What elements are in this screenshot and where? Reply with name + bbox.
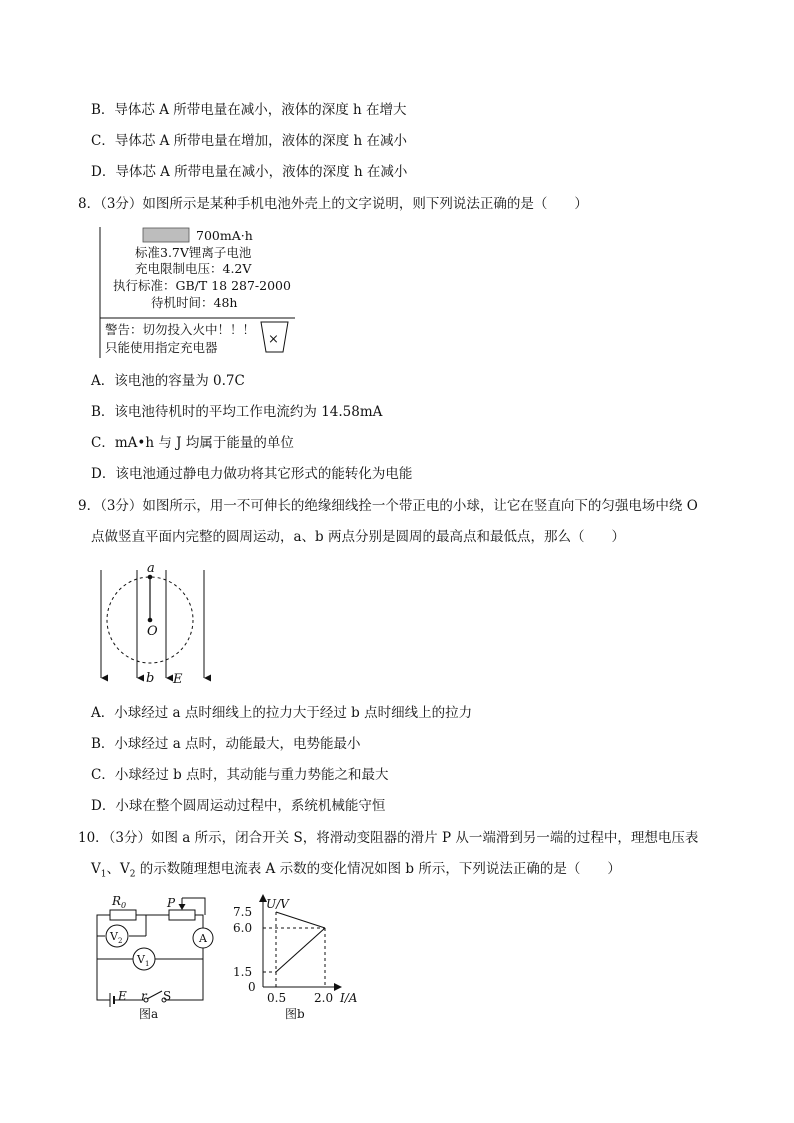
q8-option-b: B．该电池待机时的平均工作电流约为 14.58mA [91,404,383,420]
field-e-label: E [173,672,183,687]
q9-option-d: D．小球在整个圆周运动过程中，系统机械能守恒 [91,798,386,814]
q8-option-d: D．该电池通过静电力做功将其它形式的能转化为电能 [91,466,413,482]
q7-option-d: D．导体芯 A 所带电量在减小，液体的深度 h 在减小 [91,164,408,180]
q10-stem-line1: 10．（3分）如图 a 所示，闭合开关 S，将滑动变阻器的滑片 P 从一端滑到另一端的过程中，理想电压表 [78,830,699,846]
q9-option-b: B．小球经过 a 点时，动能最大，电势能最小 [91,736,361,752]
battery-standby: 待机时间：48h [151,295,238,310]
ui-graph-figure-b [228,890,368,1020]
q9-stem-line2: 点做竖直平面内完整的圆周运动，a、b 两点分别是圆周的最高点和最低点，那么（ ） [91,529,625,545]
center-o-dot [148,618,153,623]
resistor-r0 [110,910,136,920]
q10-v1-subscript: 1 [100,869,107,880]
y-tick-7-5: 7.5 [233,905,253,919]
v2-line [276,928,325,972]
r0-label: $R_0$ [112,894,127,910]
q8-stem: 8．（3分）如图所示是某种手机电池外壳上的文字说明，则下列说法正确的是（ ） [78,196,588,212]
point-a-label: a [147,561,155,576]
y-tick-1-5: 1.5 [233,965,253,979]
emf-label: E [118,989,127,1003]
bin-cross-mark: × [268,332,279,347]
circular-motion-figure [90,558,220,690]
center-o-label: O [147,624,158,639]
rheostat [169,910,195,920]
p-label: P [167,896,176,910]
q7-option-c: C．导体芯 A 所带电量在增加，液体的深度 h 在减小 [91,133,407,149]
x-axis-label: I/A [340,991,358,1005]
ammeter-label: A [199,932,207,945]
q8-option-a: A．该电池的容量为 0.7C [91,373,245,389]
battery-capacity: 700mA·h [196,228,253,243]
v2-label: $V_2$ [110,930,123,945]
y-tick-6-0: 6.0 [233,921,253,935]
circuit-top-left-wire [97,915,110,975]
slider-arrow-icon [179,904,186,910]
q9-stem-line1: 9．（3分）如图所示，用一不可伸长的绝缘细线拴一个带正电的小球，让它在竖直向下的匀强电场中绕 O [78,498,698,514]
q9-option-c: C．小球经过 b 点时，其动能与重力势能之和最大 [91,767,389,783]
q8-option-c: C．mA•h 与 J 均属于能量的单位 [91,435,294,451]
battery-warning: 警告：切勿投入火中！！！ [105,322,256,337]
origin-label: 0 [248,980,256,994]
x-tick-0-5: 0.5 [267,991,287,1005]
q7-option-b: B．导体芯 A 所带电量在减小，液体的深度 h 在增大 [91,102,407,118]
circuit-figure-a [88,890,223,1020]
q10-stem-line2 [91,859,621,885]
v1-line [276,912,325,928]
figure-a-caption: 图a [139,1007,159,1020]
switch-s-label: S [163,989,172,1003]
internal-r-label: r [141,989,147,1003]
y-axis-label: U/V [266,897,289,911]
figure-b-caption: 图b [285,1007,305,1020]
battery-charge-limit: 充电限制电压：4.2V [135,261,252,276]
q9-option-a: A．小球经过 a 点时细线上的拉力大于经过 b 点时细线上的拉力 [91,705,473,721]
q10-stem-rest: 的示数随理想电流表 A 示数的变化情况如图 b 所示，下列说法正确的是（ ） [135,861,621,877]
battery-type: 标准3.7V锂离子电池 [135,245,252,260]
x-tick-2-0: 2.0 [314,991,334,1005]
v1-label: $V_1$ [137,953,150,968]
q10-separator: 、V [106,861,130,877]
q10-v2-subscript: 2 [129,869,136,880]
battery-label-figure [95,224,310,364]
switch-blade [147,991,162,999]
battery-standard: 执行标准：GB/T 18 287-2000 [113,278,291,293]
battery-gray-block [143,228,189,242]
q10-v-symbol-1: V [91,861,101,877]
point-b-label: b [146,671,155,686]
battery-charger-note: 只能使用指定充电器 [105,340,218,355]
